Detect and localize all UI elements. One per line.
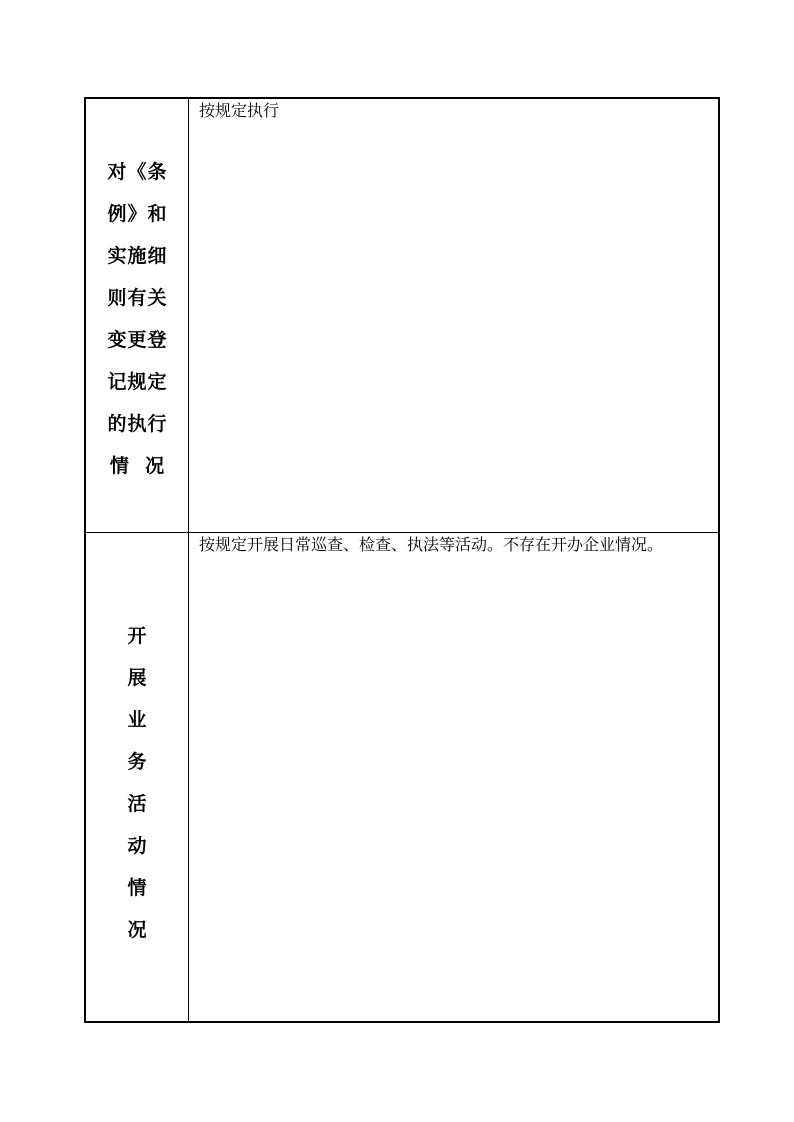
row-content-text: 按规定执行	[199, 101, 280, 120]
row-label-line: 实施细	[107, 245, 168, 267]
row-label-line: 例》和	[107, 203, 168, 225]
row-label-line: 活	[127, 793, 148, 815]
table-row-regulation-execution	[86, 99, 718, 533]
row-label	[86, 151, 189, 487]
row-label-line: 的执行	[107, 413, 168, 435]
row-label	[86, 615, 189, 951]
row-label-line: 开	[127, 625, 148, 647]
row-content-cell	[190, 99, 718, 532]
row-label-line: 对《条	[107, 161, 168, 183]
row-label-line: 记规定	[107, 371, 168, 393]
row-label-cell	[86, 99, 189, 532]
row-label-line: 展	[127, 667, 148, 689]
row-content-cell	[190, 533, 718, 1021]
row-label-line: 务	[127, 751, 148, 773]
row-label-line: 变更登	[107, 329, 168, 351]
row-label-line: 情	[127, 877, 148, 899]
row-label-cell	[86, 533, 189, 1021]
row-label-line: 业	[127, 709, 148, 731]
row-content-text: 按规定开展日常巡查、检查、执法等活动。不存在开办企业情况。	[199, 535, 664, 554]
row-label-line: 动	[127, 835, 148, 857]
report-form-table	[84, 97, 720, 1023]
row-label-line: 况	[127, 919, 148, 941]
row-label-line: 情 况	[109, 455, 166, 477]
row-label-line: 则有关	[107, 287, 168, 309]
table-row-business-activities	[86, 533, 718, 1021]
